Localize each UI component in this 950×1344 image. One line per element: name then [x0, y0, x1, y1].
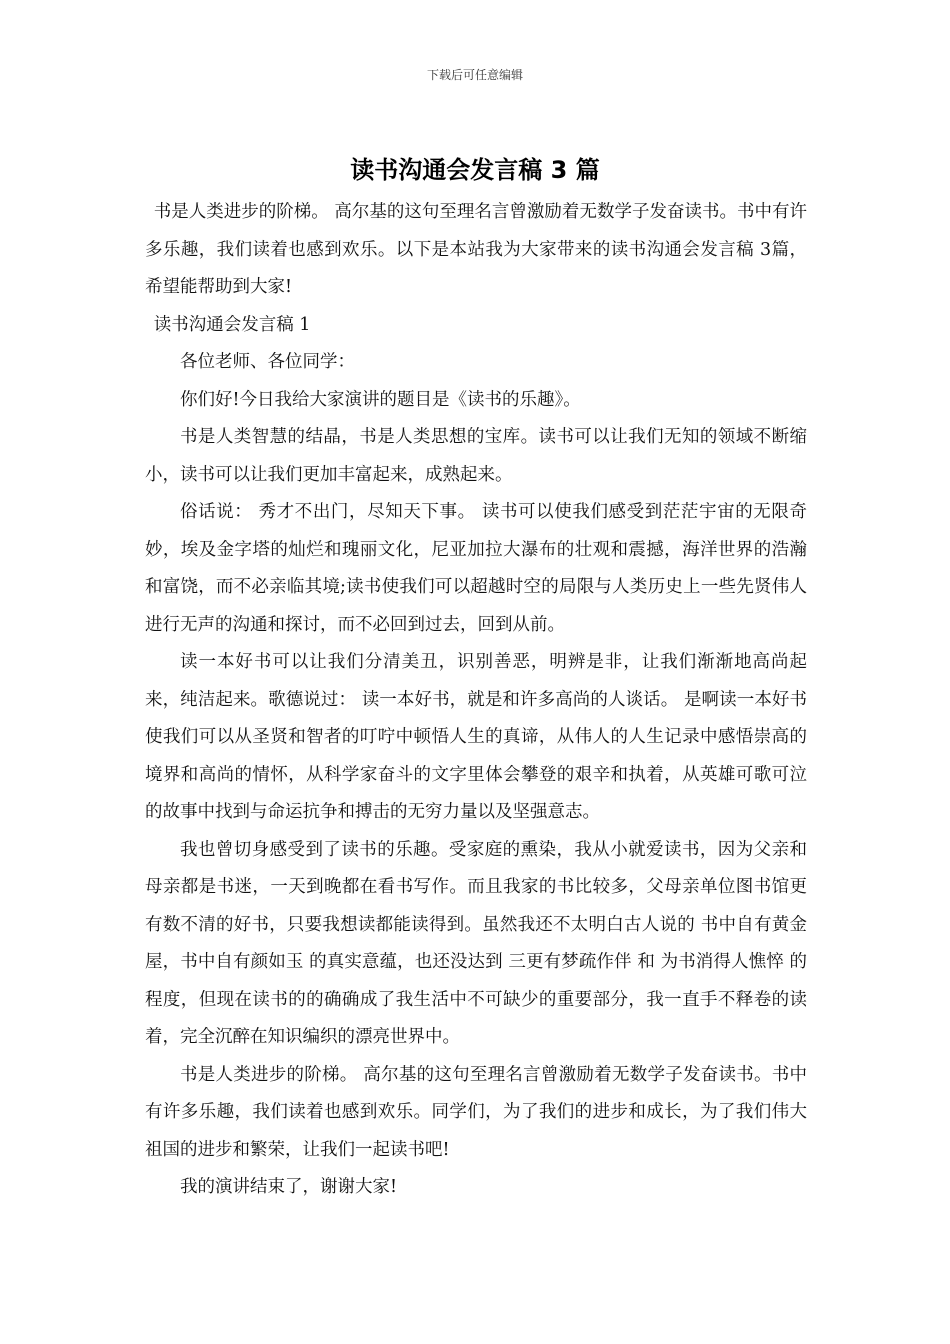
document-body — [145, 194, 807, 1207]
closing-paragraph: 我的演讲结束了，谢谢大家! — [180, 1177, 398, 1197]
salutation: 各位老师、各位同学： — [180, 352, 355, 372]
body-paragraph: 书是人类智慧的结晶，书是人类思想的宝库。读书可以让我们无知的领域不断缩小，读书可以让我们更加丰富起来，成熟起来。 — [145, 427, 807, 485]
intro-paragraph: 书是人类进步的阶梯。 高尔基的这句至理名言曾激励着无数学子发奋读书。书中有许多乐趣，我们读着也感到欢乐。以下是本站我为大家带来的读书沟通会发言稿 3篇，希望能帮助到大家! — [145, 202, 807, 297]
body-paragraph: 读一本好书可以让我们分清美丑，识别善恶，明辨是非，让我们渐渐地高尚起来，纯洁起来。歌德说过： 读一本好书，就是和许多高尚的人谈话。 是啊读一本好书使我们可以从圣贤和智者的叮咛中顿悟人生的真谛，从伟人的人生记录中感悟崇高的境界和高尚的情怀，从科学家奋斗的文字里体会攀登的艰辛和执着，从英雄可歌可泣的故事中找到与命运抗争和搏击的无穷力量以及坚强意志。 — [145, 652, 807, 822]
section-heading: 读书沟通会发言稿 1 — [153, 314, 311, 335]
body-paragraph: 俗话说： 秀才不出门，尽知天下事。 读书可以使我们感受到茫茫宇宙的无限奇妙，埃及金字塔的灿烂和瑰丽文化，尼亚加拉大瀑布的壮观和震撼，海洋世界的浩瀚和富饶，而不必亲临其境;读书使我们可以超越时空的局限与人类历史上一些先贤伟人进行无声的沟通和探讨，而不必回到过去，回到从前。 — [145, 502, 807, 635]
body-paragraph: 我也曾切身感受到了读书的乐趣。受家庭的熏染，我从小就爱读书，因为父亲和母亲都是书迷，一天到晚都在看书写作。而且我家的书比较多，父母亲单位图书馆更有数不清的好书，只要我想读都能读得到。虽然我还不太明白古人说的 书中自有黄金屋，书中自有颜如玉 的真实意蕴，也还没达到 三更有梦疏作伴 和 为书消得人憔悴 的程度，但现在读书的的确确成了我生活中不可缺少的重要部分，我一直手不释卷的读着，完全沉醉在知识编织的漂亮世界中。 — [145, 839, 807, 1047]
header-note: 下载后可任意编辑 — [426, 68, 523, 82]
document-title: 读书沟通会发言稿 3 篇 — [350, 156, 600, 184]
body-paragraph: 书是人类进步的阶梯。 高尔基的这句至理名言曾激励着无数学子发奋读书。书中有许多乐趣，我们读着也感到欢乐。同学们，为了我们的进步和成长，为了我们伟大祖国的进步和繁荣，让我们一起读书吧! — [145, 1064, 807, 1160]
greeting-paragraph: 你们好!今日我给大家演讲的题目是《读书的乐趣》。 — [180, 389, 581, 410]
